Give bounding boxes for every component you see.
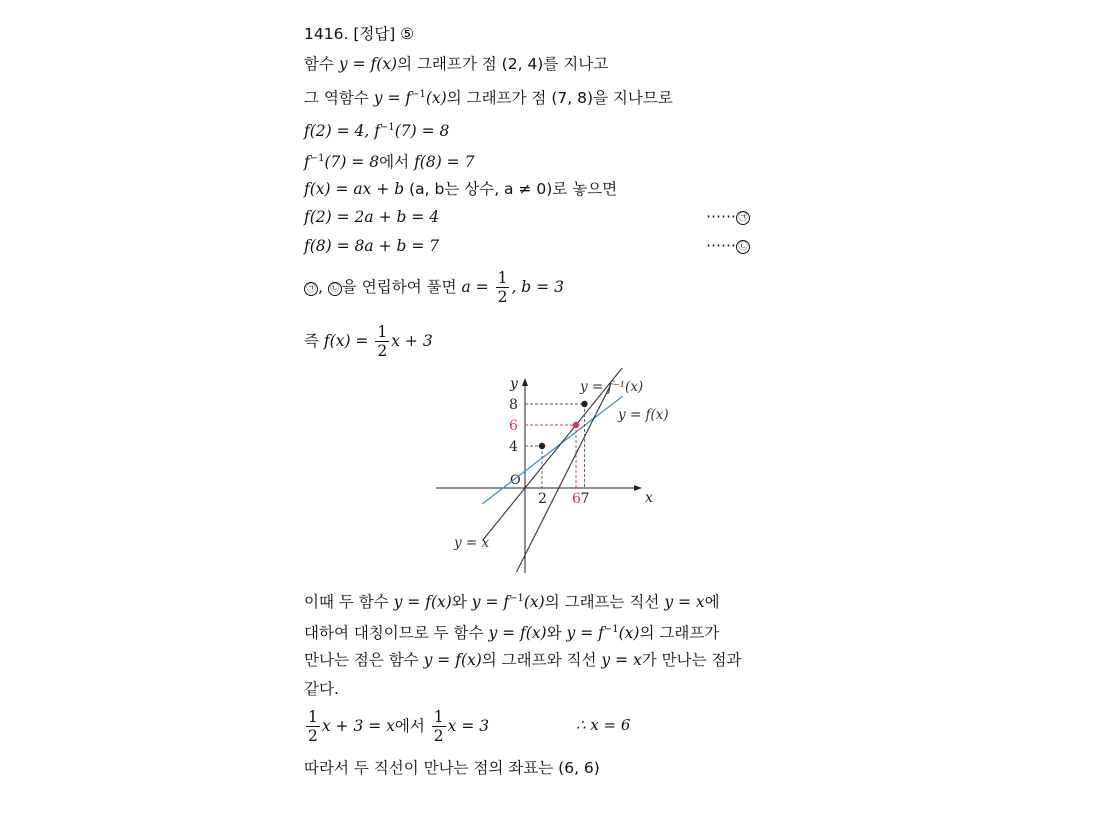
text: 을 연립하여 풀면 [341, 278, 457, 296]
intersection-point [573, 422, 579, 428]
equation: x = 3 [447, 717, 490, 735]
label-f: y = f(x) [618, 407, 669, 423]
equation: y = f [471, 593, 510, 611]
text: 만나는 점은 함수 [304, 651, 419, 669]
equation: y = f(x) [488, 624, 547, 642]
numerator: 1 [308, 708, 318, 726]
equation: y = f [566, 624, 604, 642]
text: 의 그래프와 직선 [481, 651, 597, 669]
equation: (7) = 8 [394, 122, 450, 140]
text: 이때 두 함수 [304, 593, 389, 611]
line-8 [304, 268, 564, 306]
text: 따라서 두 직선이 만나는 점의 좌표는 (6, 6) [304, 759, 600, 777]
equation: ∴ x = 6 [576, 716, 631, 734]
equation: , b = 3 [511, 278, 564, 296]
fraction [306, 708, 320, 745]
equation: f [304, 153, 310, 171]
fraction [496, 269, 510, 306]
paragraph-line-3 [304, 650, 741, 670]
circled-label: ㉠ [304, 282, 318, 296]
ellipsis: ⋯⋯ [706, 207, 736, 225]
equation-marker-2 [706, 236, 750, 254]
fraction [432, 708, 446, 745]
fraction [375, 323, 389, 360]
superscript: −1 [411, 89, 426, 100]
equation: f(2) = 4, f [304, 122, 380, 140]
superscript: −1 [380, 122, 395, 133]
equation: (7) = 8 [324, 153, 380, 171]
text: 대하여 대칭이므로 두 함수 [304, 624, 484, 642]
text: 함수 [304, 55, 334, 73]
equation-marker-1 [706, 207, 750, 225]
equation: y = x [601, 651, 642, 669]
equation: y = f(x) [338, 55, 398, 73]
superscript: −1 [509, 593, 524, 604]
x-tick-label: 6 [572, 491, 581, 507]
ellipsis: ⋯⋯ [706, 236, 736, 254]
equation: (x) [523, 593, 545, 611]
text: 의 그래프가 점 (2, 4)를 지나고 [397, 55, 609, 73]
text: (a, b는 상수, a ≠ 0)로 놓으면 [409, 180, 618, 198]
line-5 [304, 179, 617, 199]
numerator: 1 [433, 708, 444, 726]
circled-label: ㉡ [328, 282, 342, 296]
x-tick-label: 7 [580, 491, 590, 507]
line-9 [304, 322, 433, 360]
text: 즉 [304, 332, 319, 350]
paragraph-line-2 [304, 620, 719, 643]
x-tick-label: 2 [538, 491, 547, 507]
line-inverse [517, 386, 611, 572]
denominator: 2 [308, 727, 318, 745]
text: 와 [546, 624, 562, 642]
equation: x + 3 [391, 332, 433, 350]
equation: f(x) = [323, 332, 369, 350]
equation: f(2) = 2a + b = 4 [304, 208, 440, 226]
equation: (x) [425, 89, 447, 107]
equation: y = x [664, 593, 705, 611]
equation: f(8) = 7 [414, 153, 475, 171]
paragraph-line-1 [304, 589, 720, 612]
numerator: 1 [377, 323, 388, 341]
line-2 [304, 85, 673, 108]
numerator: 1 [497, 269, 508, 287]
text: 의 그래프는 직선 [544, 593, 660, 611]
superscript: −1 [603, 624, 619, 635]
y-tick-label: 8 [509, 397, 518, 413]
superscript: −1 [309, 153, 325, 164]
data-point [581, 401, 587, 407]
circled-label: ㉠ [736, 211, 750, 225]
equation: x + 3 = x [321, 717, 395, 735]
text: 그 역함수 [304, 89, 369, 107]
y-axis-arrow [522, 378, 528, 386]
paragraph-line-4 [304, 679, 339, 699]
text: 의 그래프가 점 (7, 8)을 지나므로 [446, 89, 673, 107]
y-axis-label: y [510, 376, 518, 392]
denominator: 2 [433, 727, 444, 745]
text: 에서 [379, 153, 410, 171]
line-4 [304, 149, 474, 172]
text: 의 그래프가 [639, 624, 720, 642]
equation: y = f [373, 89, 412, 107]
text: 와 [451, 593, 467, 611]
y-tick-label: 6 [509, 418, 518, 434]
line-7 [304, 236, 439, 256]
text: , [318, 278, 323, 296]
label-identity: y = x [454, 535, 490, 551]
x-axis-arrow [634, 485, 642, 491]
line-6 [304, 207, 439, 227]
origin-label: O [510, 473, 521, 488]
problem-number: 1416. [304, 25, 349, 43]
y-tick-label: 4 [509, 439, 518, 455]
text: 에서 [394, 717, 425, 735]
text: 같다. [304, 680, 339, 698]
therefore-result [576, 716, 630, 734]
paragraph-line-5 [304, 707, 489, 745]
answer-label: [정답] [353, 25, 396, 43]
circled-label: ㉡ [736, 240, 750, 254]
text: 가 만나는 점과 [641, 651, 742, 669]
denominator: 2 [377, 342, 388, 360]
paragraph-line-6 [304, 758, 600, 778]
answer-value: ⑤ [400, 25, 415, 43]
line-3 [304, 118, 449, 141]
line-1 [304, 54, 608, 74]
label-inverse: y = f⁻¹(x) [580, 379, 644, 395]
equation: f(8) = 8a + b = 7 [304, 237, 440, 255]
equation: y = f(x) [423, 651, 482, 669]
x-axis-label: x [645, 490, 653, 506]
equation: a = [461, 278, 489, 296]
text: 에 [704, 593, 720, 611]
equation: y = f(x) [393, 593, 452, 611]
equation: (x) [618, 624, 640, 642]
function-graph [432, 368, 682, 578]
equation: f(x) = ax + b [304, 180, 405, 198]
data-point [539, 443, 545, 449]
problem-header [304, 24, 414, 44]
denominator: 2 [497, 288, 508, 306]
